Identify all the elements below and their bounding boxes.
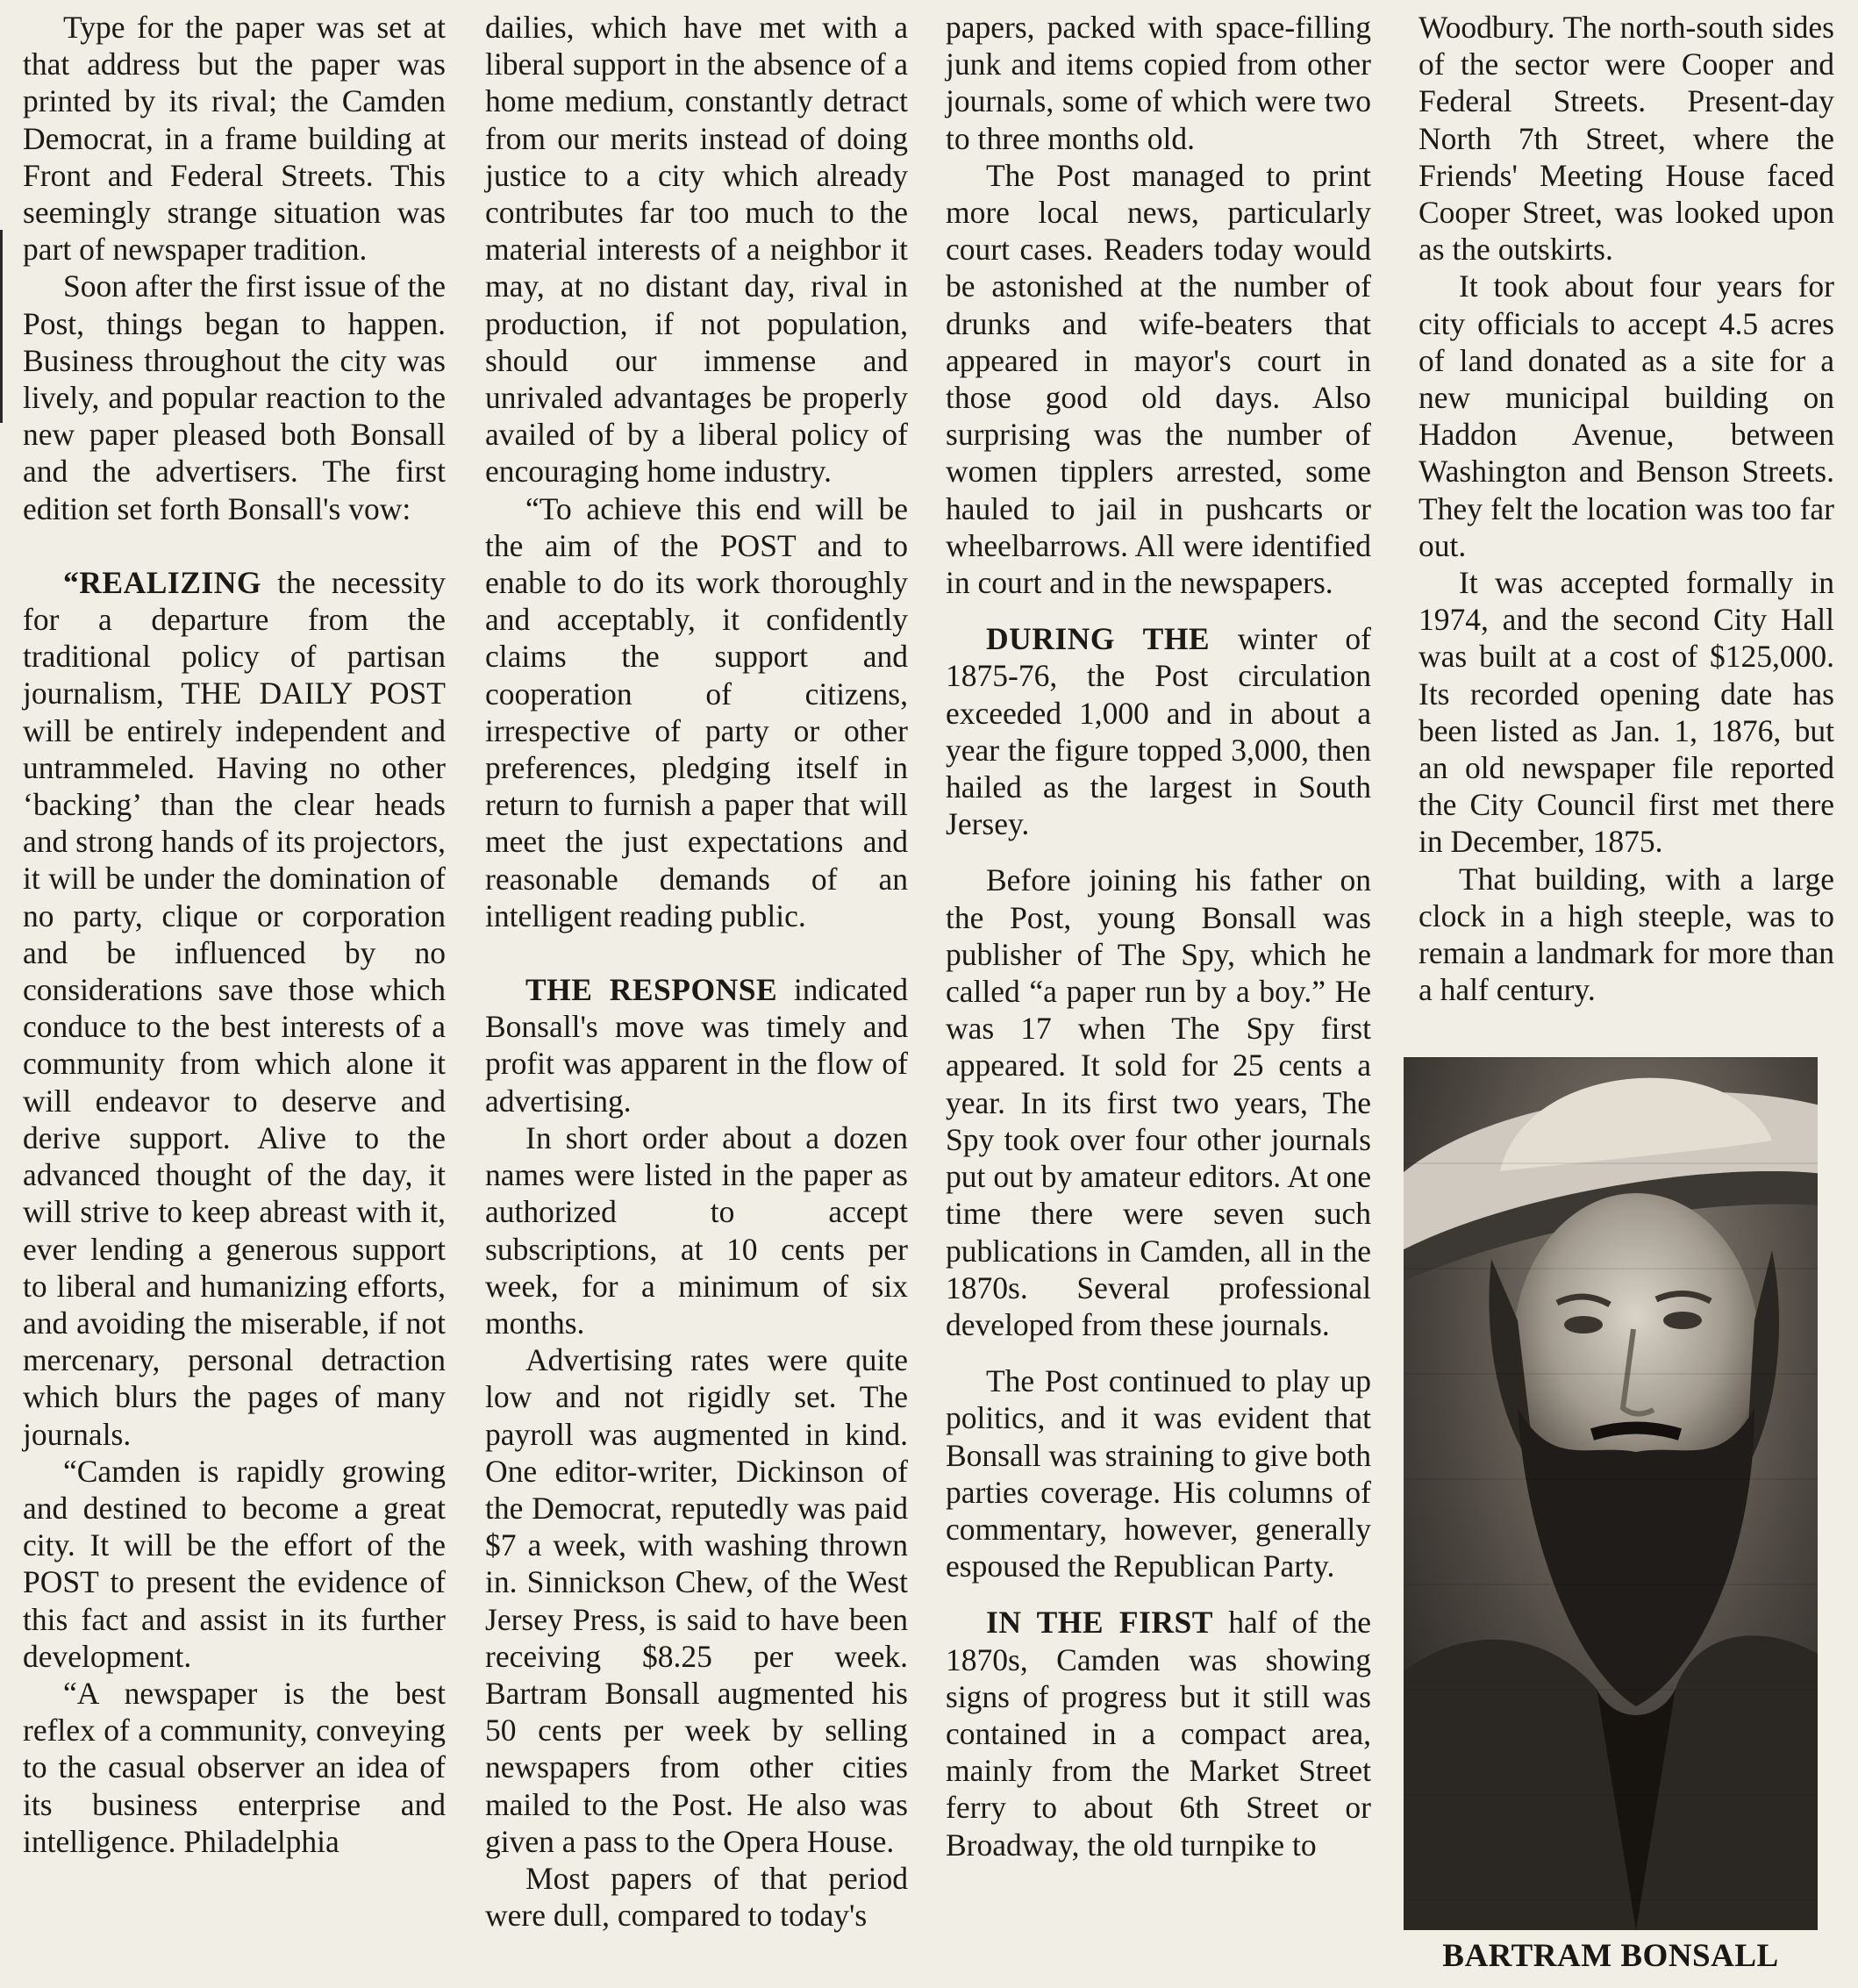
paragraph: [485, 971, 908, 1119]
paragraph-lead-in: DURING THE: [986, 621, 1211, 657]
paragraph: That building, with a large clock in a high steeple, was to remain a landmark for more than a half century.: [1419, 861, 1834, 1008]
paragraph: “A newspaper is the best reflex of a community, conveying to the casual observer an idea of its business enterprise and intelligence. Philadelphia: [23, 1675, 446, 1859]
paragraph-body: half of the 1870s, Camden was showing signs of progress but it still was contained in a compact area, mainly from the Market Street ferry to about 6th Street or Broadway, the old turnpike to: [946, 1605, 1371, 1863]
paragraph-lead-in: “REALIZING: [63, 564, 261, 600]
paragraph: Soon after the first issue of the Post, things began to happen. Business throughout the city was lively, and popular reaction to the new paper pleased both Bonsall and the advertisers. The first edition set forth Bonsall's vow:: [23, 268, 446, 526]
portrait-photo: [1404, 1057, 1818, 1930]
paragraph-body: the necessity for a departure from the traditional policy of partisan journalism, THE DAILY POST will be entirely independent and untrammeled. Having no other ‘backing’ than the clear heads and strong hands of its projectors, it will be under the domination of no party, clique or corporation and be influenced by no considerations save those which conduce to the best interests of a community from which alone it will endeavor to deserve and derive support. Alive to the advanced thought of the day, it will strive to keep abreast with it, ever lending a generous support to liberal and humanizing efforts, and avoiding the miserable, if not mercenary, personal detraction which blurs the pages of many journals.: [23, 564, 446, 1452]
article-column-3: [946, 9, 1371, 1863]
paragraph: It was accepted formally in 1974, and the second City Hall was built at a cost of $125,000. Its recorded opening date has been listed as Jan. 1, 1876, but an old newspaper file reported the City Council first met there in December, 1875.: [1419, 565, 1834, 860]
paragraph: Before joining his father on the Post, young Bonsall was publisher of The Spy, which he called “a paper run by a boy.” He was 17 when The Spy first appeared. It sold for 25 cents a year. In its first two years, The Spy took over four other journals put out by amateur editors. At one time there were seven such publications in Camden, all in the 1870s. Several professional developed from these journals.: [946, 862, 1371, 1342]
paragraph: dailies, which have met with a liberal support in the absence of a home medium, constantly detract from our merits instead of doing justice to a city which already contributes far too much to the material interests of a neighbor it may, at no distant day, rival in production, if not population, should our immense and unrivaled advantages be properly availed of by a liberal policy of encouraging home industry.: [485, 10, 908, 490]
paragraph: Advertising rates were quite low and not rigidly set. The payroll was augmented in kind. One editor-writer, Dickinson of the Democrat, reputedly was paid $7 a week, with washing thrown in. Sinnickson Chew, of the West Jersey Press, is said to have been receiving $8.25 per week. Bartram Bonsall augmented his 50 cents per week by selling newspapers from other cities mailed to the Post. He also was given a pass to the Opera House.: [485, 1342, 908, 1859]
article-column-2: [485, 9, 908, 1934]
article-column-4: [1419, 9, 1834, 1008]
paragraph-body: indicated Bonsall's move was timely and profit was apparent in the flow of advertising.: [485, 972, 908, 1119]
article-column-1: [23, 9, 446, 1860]
paragraph: [946, 620, 1371, 842]
column-rule: [0, 230, 3, 423]
paragraph: “To achieve this end will be the aim of the POST and to enable to do its work thoroughly and acceptably, it confidently claims the support and cooperation of citizens, irrespective of party or other preferences, pledging itself in return to furnish a paper that will meet the just expectations and reasonable demands of an intelligent reading public.: [485, 490, 908, 933]
paragraph-lead-in: THE RESPONSE: [525, 972, 778, 1008]
paragraph: “Camden is rapidly growing and destined to become a great city. It will be the effort of the POST to present the evidence of this fact and assist in its further development.: [23, 1453, 446, 1674]
paragraph: The Post managed to print more local news, particularly court cases. Readers today would be astonished at the number of drunks and wife-beaters that appeared in mayor's court in those good old days. Also surprising was the number of women tipplers arrested, some hauled to jail in pushcarts or wheelbarrows. All were identified in court and in the newspapers.: [946, 157, 1371, 601]
portrait-illustration: [1404, 1057, 1818, 1930]
paragraph: In short order about a dozen names were listed in the paper as authorized to accept subscriptions, at 10 cents per week, for a minimum of six months.: [485, 1119, 908, 1341]
paragraph: Most papers of that period were dull, compared to today's: [485, 1860, 908, 1934]
paragraph: Type for the paper was set at that address but the paper was printed by its rival; the Camden Democrat, in a frame building at Front and Federal Streets. This seemingly strange situation was part of newspaper tradition.: [23, 10, 446, 268]
paragraph: The Post continued to play up politics, and it was evident that Bonsall was straining to give both parties coverage. His columns of commentary, however, generally espoused the Republican Party.: [946, 1363, 1371, 1584]
photo-caption: BARTRAM BONSALL: [1442, 1938, 1779, 1974]
paragraph: It took about four years for city officials to accept 4.5 acres of land donated as a site for a new municipal building on Haddon Avenue, between Washington and Benson Streets. They felt the location was too far out.: [1419, 268, 1834, 563]
paragraph-lead-in: IN THE FIRST: [986, 1605, 1213, 1641]
paragraph: [23, 564, 446, 1453]
paragraph: [946, 1604, 1371, 1863]
paragraph: papers, packed with space-filling junk and items copied from other journals, some of which were two to three months old.: [946, 10, 1371, 156]
paragraph: Woodbury. The north-south sides of the sector were Cooper and Federal Streets. Present-day North 7th Street, where the Friends' Meeting House faced Cooper Street, was looked upon as the outskirts.: [1419, 10, 1834, 268]
paragraph-body: winter of 1875-76, the Post circulation exceeded 1,000 and in about a year the figure topped 3,000, then hailed as the largest in South Jersey.: [946, 621, 1372, 842]
